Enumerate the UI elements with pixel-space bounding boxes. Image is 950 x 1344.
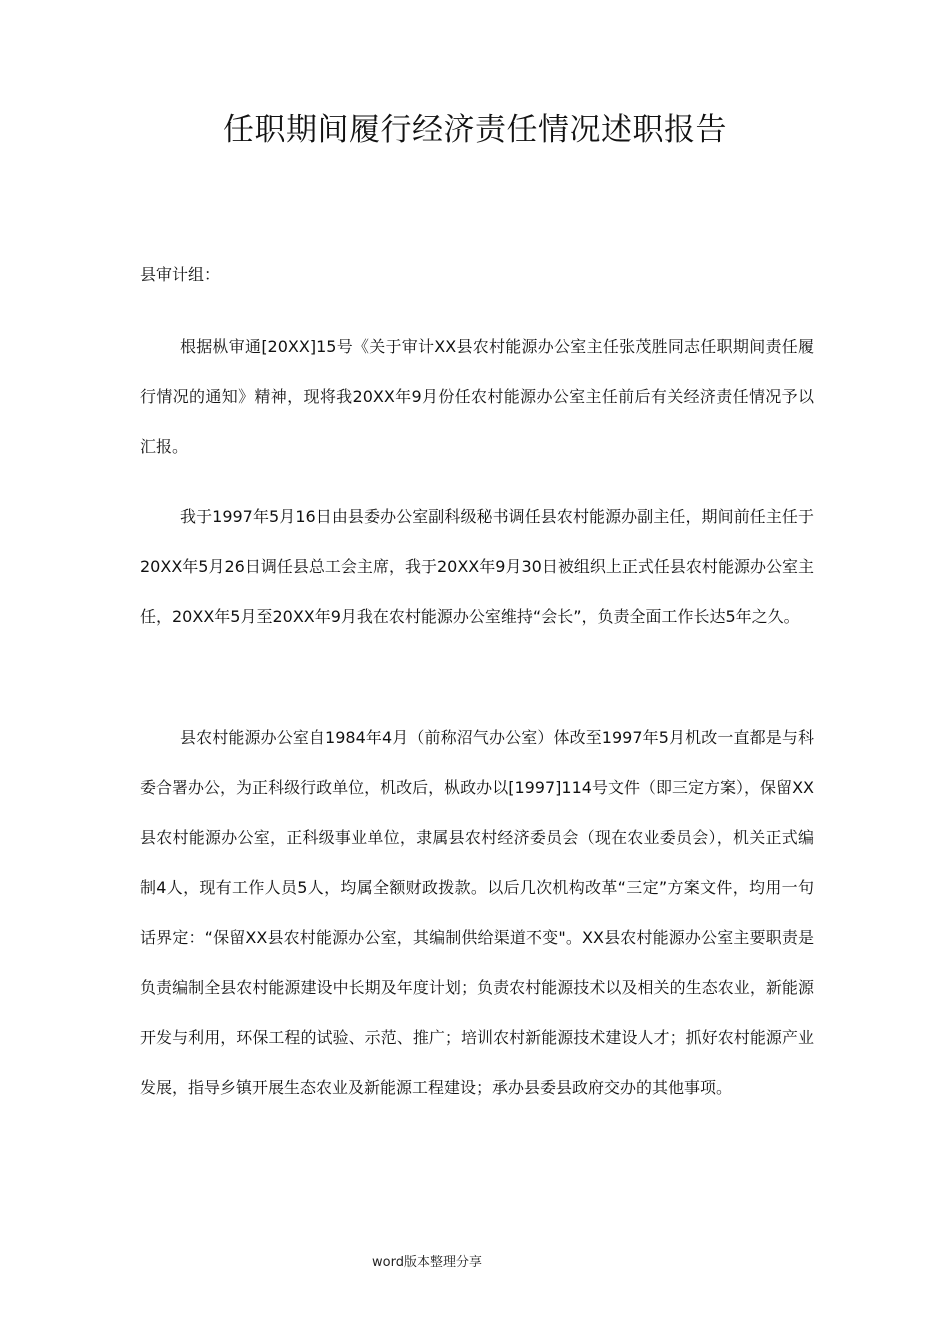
- paragraph-2: 我于1997年5月16日由县委办公室副科级秘书调任县农村能源办副主任，期间前任主任于20XX年5月26日调任县总工会主席，我于20XX年9月30日被组织上正式任县农村能源办公室主任，20XX年5月至20XX年9月我在农村能源办公室维持“会长”，负责全面工作长达5年之久。: [140, 507, 814, 626]
- document-title: 任职期间履行经济责任情况述职报告: [223, 112, 727, 148]
- footer-note: word版本整理分享: [372, 1255, 482, 1270]
- paragraph-3: 县农村能源办公室自1984年4月（前称沼气办公室）体改至1997年5月机改一直都是与科委合署办公，为正科级行政单位，机改后，枞政办以[1997]114号文件（即三定方案），保留XX县农村能源办公室，正科级事业单位，隶属县农村经济委员会（现在农业委员会），机关正式编制4人，现有工作人员5人，均属全额财政拨款。以后几次机构改革“三定”方案文件，均用一句话界定：“保留XX县农村能源办公室，其编制供给渠道不变"。XX县农村能源办公室主要职责是负责编制全县农村能源建设中长期及年度计划；负责农村能源技术以及相关的生态农业，新能源开发与利用，环保工程的试验、示范、推广；培训农村新能源技术建设人才；抓好农村能源产业发展，指导乡镇开展生态农业及新能源工程建设；承办县委县政府交办的其他事项。: [140, 728, 814, 1097]
- paragraph-1: 根据枞审通[20XX]15号《关于审计XX县农村能源办公室主任张茂胜同志任职期间责任履行情况的通知》精神，现将我20XX年9月份任农村能源办公室主任前后有关经济责任情况予以汇报。: [140, 337, 814, 456]
- salutation: 县审计组：: [140, 265, 221, 284]
